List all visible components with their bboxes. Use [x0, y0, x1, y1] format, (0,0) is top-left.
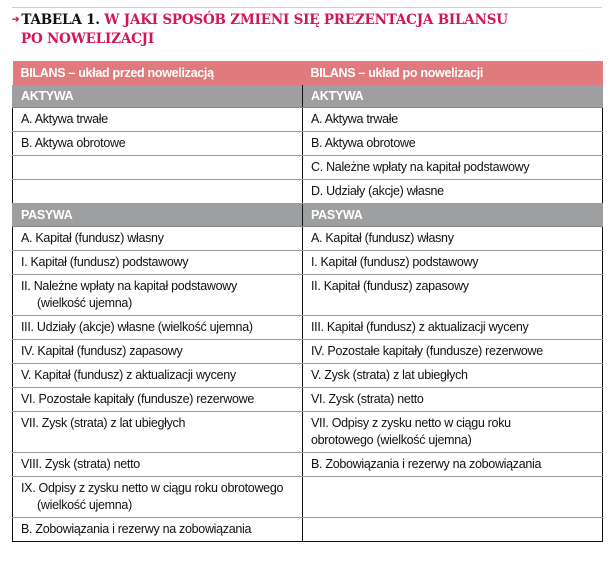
table-row	[13, 316, 603, 340]
cell-before: B. Aktywa obrotowe	[13, 132, 303, 156]
table-row	[13, 180, 603, 204]
cell-after	[303, 412, 603, 453]
cell-before: B. Zobowiązania i rezerwy na zobowiązania	[13, 518, 303, 542]
column-header-after: BILANS – układ po nowelizacji	[303, 61, 603, 85]
section-label: AKTYWA	[13, 85, 303, 108]
table-row	[13, 251, 603, 275]
arrow-bullet-icon: ➔	[12, 15, 20, 25]
top-rule	[12, 7, 602, 8]
cell-after	[303, 477, 603, 518]
table-row	[13, 108, 603, 132]
table-row	[13, 132, 603, 156]
cell-before: A. Aktywa trwałe	[13, 108, 303, 132]
table-row	[13, 227, 603, 251]
table-row	[13, 518, 603, 542]
table-row	[13, 477, 603, 518]
cell-before: IV. Kapitał (fundusz) zapasowy	[13, 340, 303, 364]
cell-after: II. Kapitał (fundusz) zapasowy	[303, 275, 603, 316]
cell-after: VI. Zysk (strata) netto	[303, 388, 603, 412]
section-row-pasywa	[13, 204, 603, 227]
cell-before: VI. Pozostałe kapitały (fundusze) rezerwowe	[13, 388, 303, 412]
cell-before: V. Kapitał (fundusz) z aktualizacji wyceny	[13, 364, 303, 388]
table-heading-line2: PO NOWELIZACJI	[21, 31, 154, 47]
cell-after: B. Aktywa obrotowe	[303, 132, 603, 156]
cell-text-continuation: (wielkość ujemna)	[37, 296, 132, 310]
cell-after: I. Kapitał (fundusz) podstawowy	[303, 251, 603, 275]
cell-after: C. Należne wpłaty na kapitał podstawowy	[303, 156, 603, 180]
cell-before: VII. Zysk (strata) z lat ubiegłych	[13, 412, 303, 453]
cell-before	[13, 156, 303, 180]
cell-after: D. Udziały (akcje) własne	[303, 180, 603, 204]
table-row	[13, 364, 603, 388]
cell-after: A. Kapitał (fundusz) własny	[303, 227, 603, 251]
table-row	[13, 275, 603, 316]
cell-after: IV. Pozostałe kapitały (fundusze) rezerwowe	[303, 340, 603, 364]
column-header-before: BILANS – układ przed nowelizacją	[13, 61, 303, 85]
cell-after: B. Zobowiązania i rezerwy na zobowiązania	[303, 453, 603, 477]
cell-after: V. Zysk (strata) z lat ubiegłych	[303, 364, 603, 388]
cell-before	[13, 275, 303, 316]
cell-before: A. Kapitał (fundusz) własny	[13, 227, 303, 251]
cell-text: II. Należne wpłaty na kapitał podstawowy	[21, 279, 237, 293]
header-row	[13, 61, 603, 85]
table-title	[12, 11, 602, 49]
cell-text: IX. Odpisy z zysku netto w ciągu roku obrotowego	[21, 481, 284, 495]
section-label: AKTYWA	[303, 85, 603, 108]
table-row	[13, 453, 603, 477]
section-label: PASYWA	[13, 204, 303, 227]
cell-before	[13, 477, 303, 518]
table-heading-line1: W JAKI SPOSÓB ZMIENI SIĘ PREZENTACJA BILANSU	[104, 12, 508, 28]
table-row	[13, 340, 603, 364]
cell-before: I. Kapitał (fundusz) podstawowy	[13, 251, 303, 275]
cell-after: III. Kapitał (fundusz) z aktualizacji wyceny	[303, 316, 603, 340]
cell-text-continuation: (wielkość ujemna)	[37, 498, 132, 512]
cell-text: VII. Odpisy z zysku netto w ciągu roku	[311, 416, 511, 430]
table-label: TABELA 1.	[21, 12, 100, 28]
cell-before	[13, 180, 303, 204]
section-row-aktywa	[13, 85, 603, 108]
cell-before: III. Udziały (akcje) własne (wielkość ujemna)	[13, 316, 303, 340]
table-row	[13, 388, 603, 412]
balance-sheet-table	[12, 61, 603, 542]
table-row	[13, 412, 603, 453]
cell-after: A. Aktywa trwałe	[303, 108, 603, 132]
cell-after	[303, 518, 603, 542]
section-label: PASYWA	[303, 204, 603, 227]
cell-text-continuation: obrotowego (wielkość ujemna)	[311, 433, 472, 447]
table-row	[13, 156, 603, 180]
cell-before: VIII. Zysk (strata) netto	[13, 453, 303, 477]
